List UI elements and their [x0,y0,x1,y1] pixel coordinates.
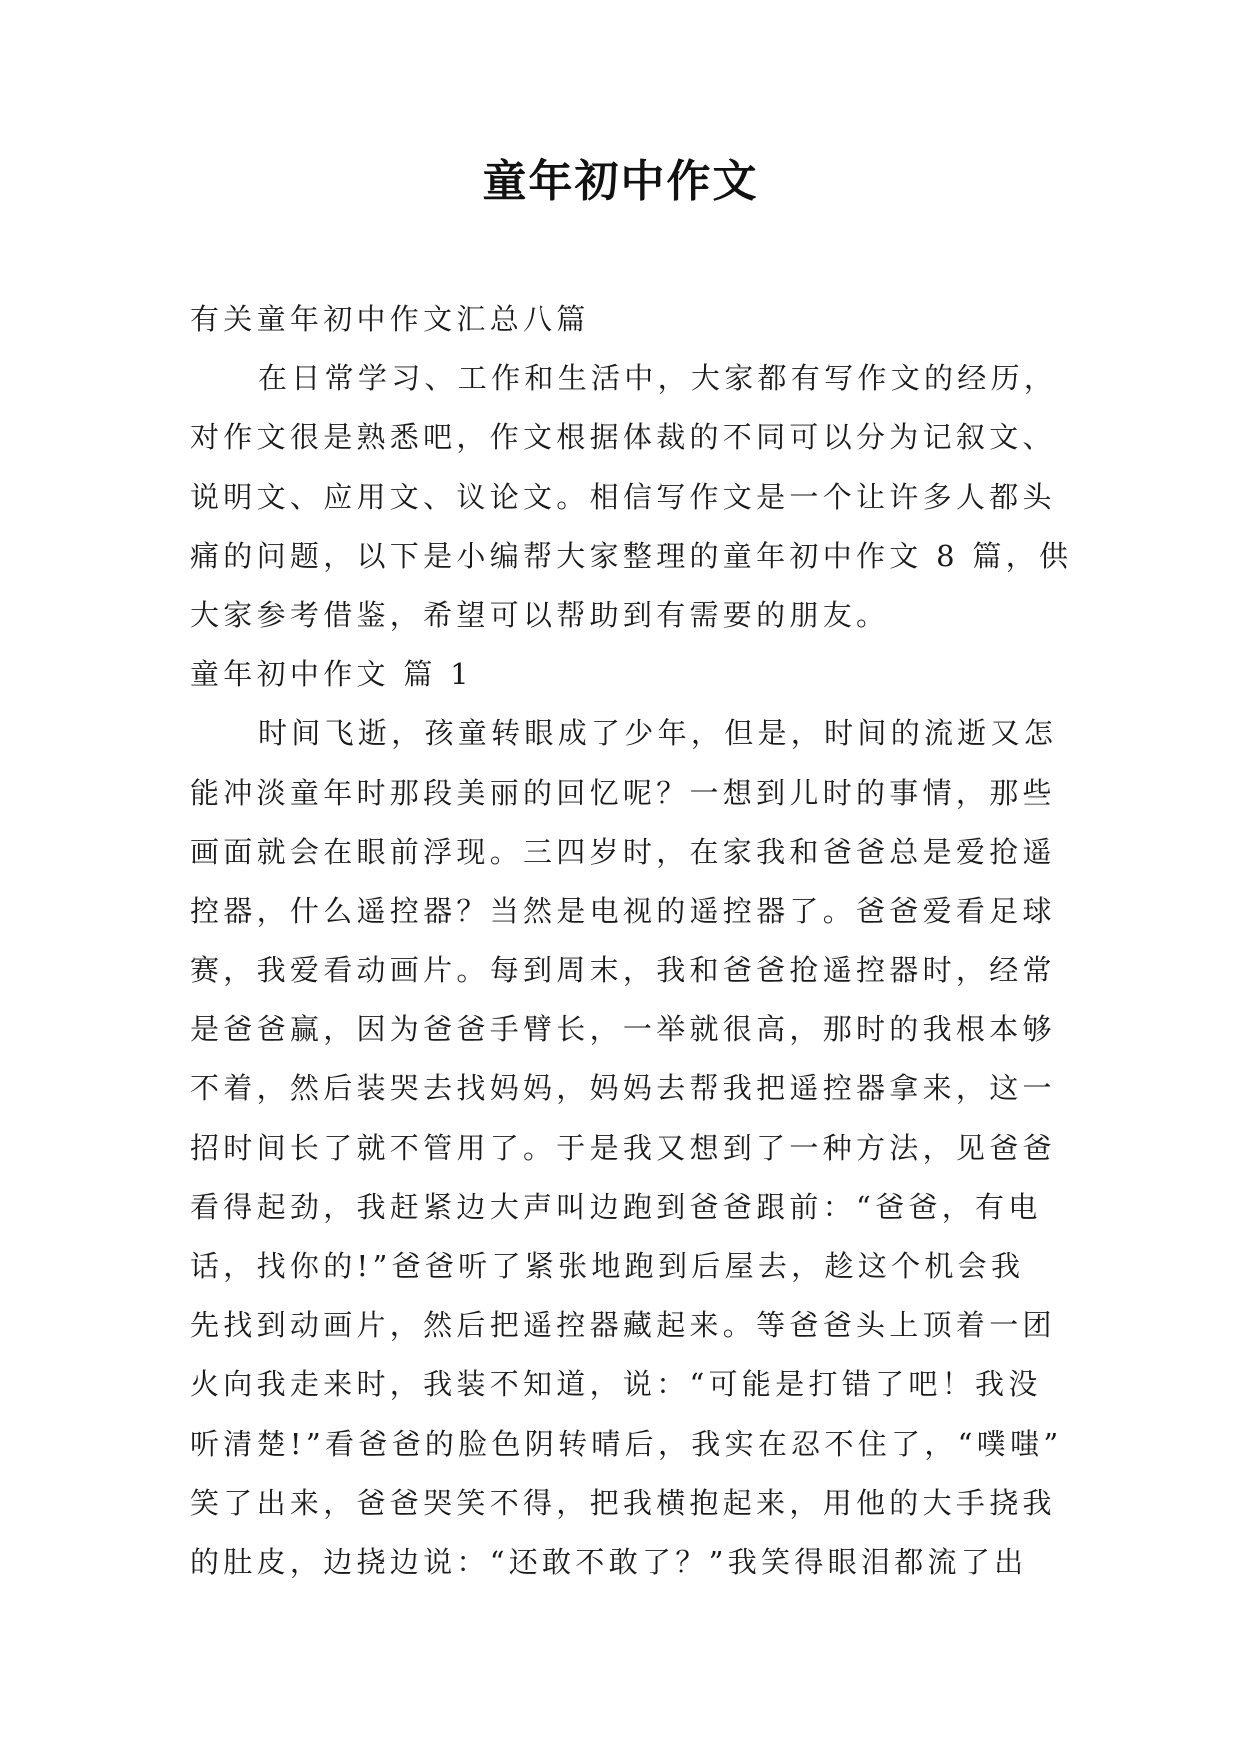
text-line: 能冲淡童年时那段美丽的回忆呢？一想到儿时的事情，那些 [190,775,1056,810]
text-line: 笑了出来，爸爸哭笑不得，把我横抱起来，用他的大手挠我 [190,1485,1056,1520]
text-line: 赛，我爱看动画片。每到周末，我和爸爸抢遥控器时，经常 [190,953,1056,988]
section-heading: 童年初中作文 篇 1 [190,657,473,692]
text-line: 大家参考借鉴，希望可以帮助到有需要的朋友。 [190,597,890,632]
text-line: 时间飞逝，孩童转眼成了少年，但是，时间的流逝又怎 [258,716,1058,751]
text-line: 看得起劲，我赶紧边大声叫边跑到爸爸跟前：“爸爸，有电 [190,1189,1042,1224]
text-line: 招时间长了就不管用了。于是我又想到了一种方法，见爸爸 [190,1130,1056,1165]
text-line: 先找到动画片，然后把遥控器藏起来。等爸爸头上顶着一团 [190,1308,1056,1343]
document-title: 童年初中作文 [482,156,759,207]
text-line: 火向我走来时，我装不知道，说：“可能是打错了吧！我没 [190,1367,1042,1402]
text-line: 痛的问题，以下是小编帮大家整理的童年初中作文 8 篇，供 [190,538,1073,573]
text-line: 话，找你的!”爸爸听了紧张地跑到后屋去，趁这个机会我 [190,1249,1025,1283]
text-line: 对作文很是熟悉吧，作文根据体裁的不同可以分为记叙文、 [190,420,1056,455]
text-line: 不着，然后装哭去找妈妈，妈妈去帮我把遥控器拿来，这一 [190,1071,1056,1106]
text-line: 说明文、应用文、议论文。相信写作文是一个让许多人都头 [190,479,1056,514]
document-subtitle: 有关童年初中作文汇总八篇 [190,302,590,336]
document-body [190,290,1073,1592]
text-line: 画面就会在眼前浮现。三四岁时，在家我和爸爸总是爱抢遥 [190,834,1056,869]
text-line: 听清楚!”看爸爸的脸色阴转晴后，我实在忍不住了，“噗嗤” [190,1426,1063,1461]
text-line: 在日常学习、工作和生活中，大家都有写作文的经历， [258,361,1058,396]
text-line: 是爸爸赢，因为爸爸手臂长，一举就很高，那时的我根本够 [190,1012,1056,1047]
text-line: 的肚皮，边挠边说：“还敢不敢了？”我笑得眼泪都流了出 [190,1544,1028,1579]
text-line: 控器，什么遥控器？当然是电视的遥控器了。爸爸爱看足球 [190,893,1056,928]
